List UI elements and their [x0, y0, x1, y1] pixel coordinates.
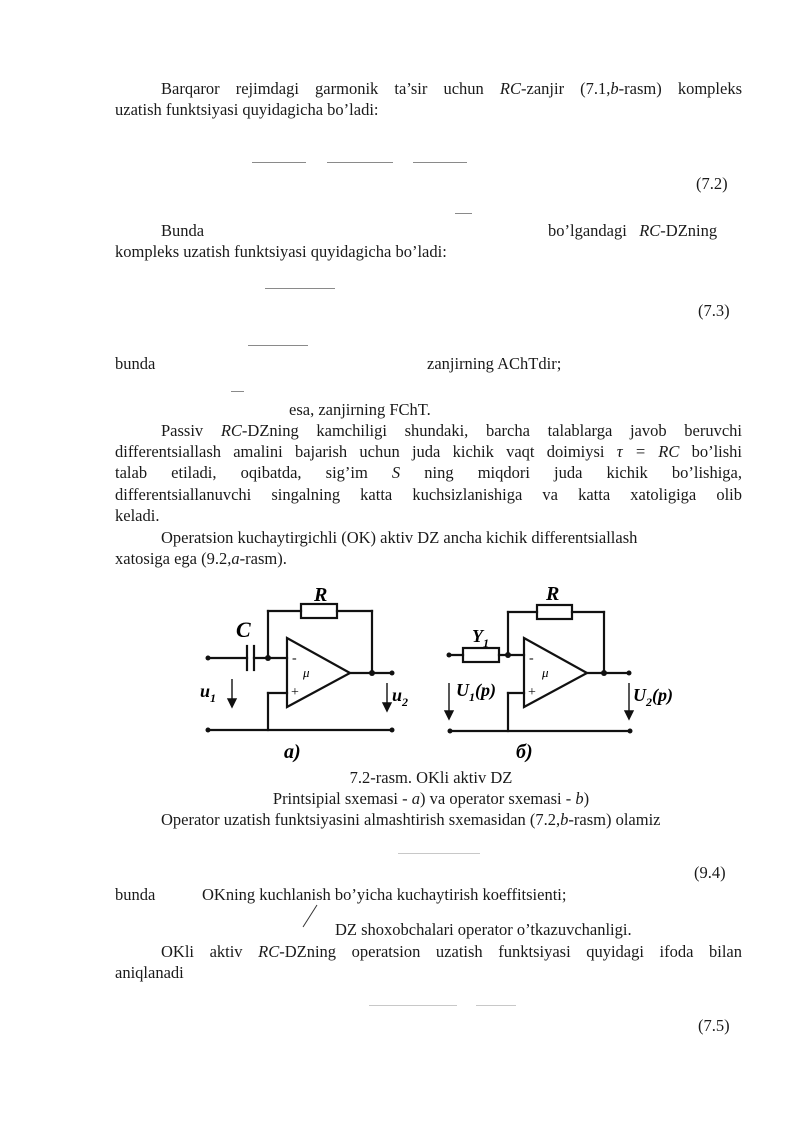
paragraph-1-line-2: uzatish funktsiyasi quyidagicha bo’ladi:: [115, 100, 379, 119]
mu-a: μ: [303, 665, 310, 680]
label-u1: $u_1$: [200, 681, 217, 705]
equation-number-7-3: (7.3): [698, 301, 730, 320]
fraction-bar: [248, 345, 308, 346]
paragraph-6: Operator uzatish funktsiyasini almashtirish sxemasidan (7.2,b-rasm) olamiz: [161, 810, 661, 829]
figure-caption-line-1: 7.2-rasm. OKli aktiv DZ: [349, 768, 513, 787]
admittance-y1: [463, 648, 499, 662]
label-y1: $Y_1$: [472, 626, 489, 650]
circuit-b: [449, 605, 630, 731]
terminal: [448, 729, 453, 734]
label-c: C: [236, 617, 251, 642]
fraction-bar: [476, 1005, 516, 1006]
junction: [369, 670, 375, 676]
paragraph-2-line-2: kompleks uzatish funktsiyasi quyidagicha bo’ladi:: [115, 242, 447, 261]
equation-number-7-2: (7.2): [696, 174, 728, 193]
caption-b: б): [516, 741, 533, 763]
fraction-bar: [327, 162, 393, 163]
junction: [265, 655, 271, 661]
paragraph-1-line-1: Barqaror rejimdagi garmonik ta’sir uchun RC-zanjir (7.1,b-rasm) kompleks: [161, 79, 742, 98]
label-u1p: $U_1(p)$: [456, 680, 496, 704]
fraction-bar: [455, 213, 472, 214]
fraction-bar: [398, 853, 480, 854]
minus-a: -: [292, 651, 297, 666]
plus-b: +: [528, 685, 536, 700]
paragraph-5-line-1: Operatsion kuchaytirgichli (OK) aktiv DZ ancha kichik differentsiallash: [161, 528, 638, 547]
paragraph-3-bunda: bunda: [115, 354, 156, 373]
terminal: [206, 728, 211, 733]
paragraph-8-line-1: OKli aktiv RC-DZning operatsion uzatish funktsiyasi quyidagi ifoda bilan: [161, 942, 742, 961]
label-r-b: R: [546, 583, 560, 605]
paragraph-7-ok: OKning kuchlanish bo’yicha kuchaytirish koeffitsienti;: [202, 885, 567, 904]
paragraph-4-line-3: talab etiladi, oqibatda, sig’im S ning miqdori juda kichik bo’lishiga,: [115, 463, 742, 482]
fraction-bar: [265, 288, 335, 289]
paragraph-4-line-2: differentsiallash amalini bajarish uchun juda kichik vaqt doimiysi τ = RC bo’lishi: [115, 442, 742, 461]
paragraph-2-bunda: Bunda: [161, 221, 205, 240]
paragraph-4-line-1: Passiv RC-DZning kamchiligi shundaki, barcha talablarga javob beruvchi: [161, 421, 742, 440]
junction: [505, 652, 511, 658]
resistor-r-a: [301, 604, 337, 618]
circuit-figure: [0, 575, 800, 765]
terminal: [390, 671, 395, 676]
paragraph-7-dz: DZ shoxobchalari operator o’tkazuvchanligi.: [335, 920, 632, 939]
label-u2p: $U_2(p)$: [633, 685, 673, 709]
junction: [601, 670, 607, 676]
slash-mark: [300, 903, 320, 929]
paragraph-2-right: bo’lgandagi RC-DZning: [548, 221, 718, 240]
fraction-bar: [231, 391, 244, 392]
label-r-a: R: [314, 584, 328, 606]
fraction-bar: [413, 162, 467, 163]
resistor-r-b: [537, 605, 572, 619]
paragraph-3-acht: zanjirning AChTdir;: [427, 354, 562, 373]
figure-caption-line-2: Printsipial sxemasi - a) va operator sxemasi - b): [272, 789, 590, 808]
terminal: [628, 729, 633, 734]
terminal: [390, 728, 395, 733]
fraction-bar: [369, 1005, 457, 1006]
paragraph-7-bunda: bunda: [115, 885, 156, 904]
label-u2: $u_2$: [392, 685, 409, 709]
fraction-bar: [252, 162, 306, 163]
equation-number-9-4: (9.4): [694, 863, 726, 882]
paragraph-5-line-2: xatosiga ega (9.2,a-rasm).: [115, 549, 287, 568]
paragraph-4-line-5: keladi.: [115, 506, 160, 525]
minus-b: -: [529, 651, 534, 666]
terminal: [206, 656, 211, 661]
mu-b: μ: [542, 665, 549, 680]
paragraph-8-line-2: aniqlanadi: [115, 963, 184, 982]
plus-a: +: [291, 685, 299, 700]
terminal: [447, 653, 452, 658]
equation-number-7-5: (7.5): [698, 1016, 730, 1035]
terminal: [627, 671, 632, 676]
caption-a: а): [284, 741, 301, 763]
paragraph-4-line-4: differentsiallanuvchi singalning katta kuchsizlanishiga va katta xatoligiga olib: [115, 485, 742, 504]
paragraph-3-fcht: esa, zanjirning FChT.: [289, 400, 431, 419]
